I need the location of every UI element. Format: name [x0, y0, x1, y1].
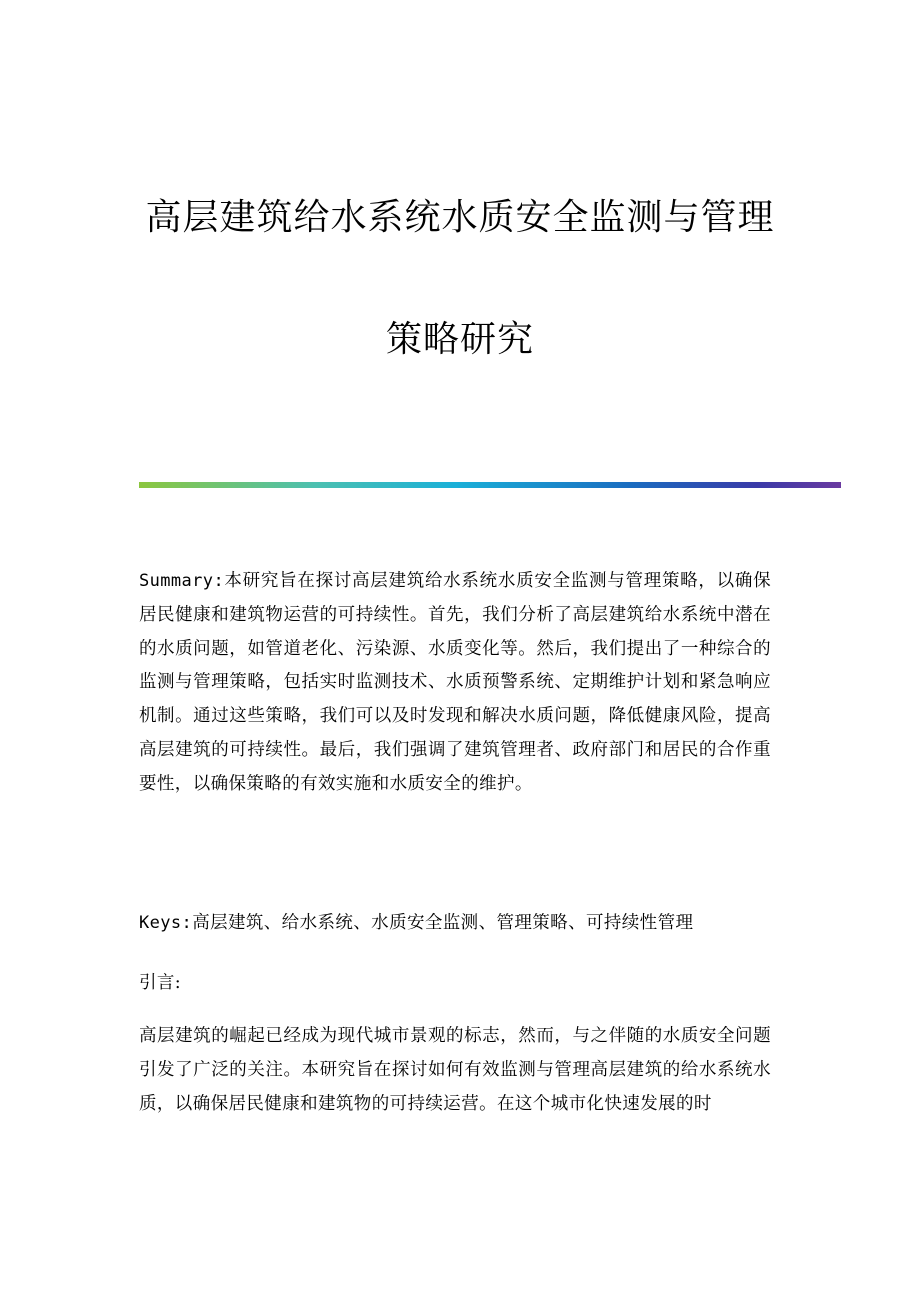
introduction-paragraph: 高层建筑的崛起已经成为现代城市景观的标志，然而，与之伴随的水质安全问题引发了广泛的关注。本研究旨在探讨如何有效监测与管理高层建筑的给水系统水质，以确保居民健康和建筑物的可持续运营。在这个城市化快速发展的时	[139, 1026, 771, 1114]
keywords-text: 高层建筑、给水系统、水质安全监测、管理策略、可持续性管理	[192, 913, 694, 933]
keywords-label: Keys:	[139, 913, 193, 933]
summary-label: Summary:	[139, 571, 225, 591]
summary-paragraph	[139, 565, 771, 802]
document-title-line-2: 策略研究	[385, 319, 534, 360]
summary-text: 本研究旨在探讨高层建筑给水系统水质安全监测与管理策略，以确保居民健康和建筑物运营的可持续性。首先，我们分析了高层建筑给水系统中潜在的水质问题，如管道老化、污染源、水质变化等。然后，我们提出了一种综合的监测与管理策略，包括实时监测技术、水质预警系统、定期维护计划和紧急响应机制。通过这些策略，我们可以及时发现和解决水质问题，降低健康风险，提高高层建筑的可持续性。最后，我们强调了建筑管理者、政府部门和居民的合作重要性，以确保策略的有效实施和水质安全的维护。	[139, 571, 771, 794]
gradient-divider	[139, 482, 841, 488]
keywords-paragraph	[139, 907, 771, 941]
document-title-line-1: 高层建筑给水系统水质安全监测与管理	[145, 197, 775, 238]
introduction-heading: 引言:	[139, 973, 182, 993]
